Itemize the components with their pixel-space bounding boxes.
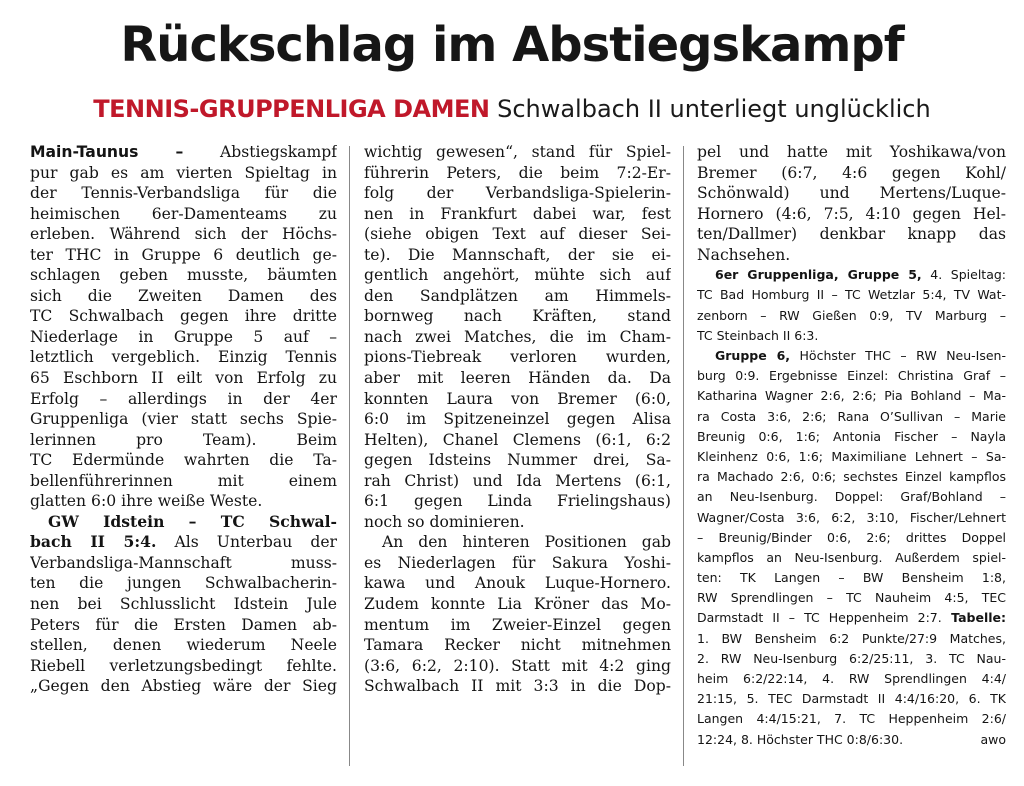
- text-line: Bremer (6:7, 4:6 gegen Kohl/: [697, 163, 1006, 182]
- results-line: heim 6:2/22:14, 4. RW Sprendlingen 4:4/: [697, 671, 1006, 687]
- text-line: führerin Peters, die beim 7:2-Er-: [364, 163, 671, 182]
- results-line: ra Costa 3:6, 2:6; Rana O’Sullivan – Marie: [697, 408, 1006, 424]
- results-line: RW Sprendlingen – TC Nauheim 4:5, TEC: [697, 590, 1006, 606]
- text-line: Hornero (4:6, 7:5, 4:10 gegen Hel-: [697, 204, 1006, 223]
- text-line: Peters für die Ersten Damen ab-: [30, 615, 337, 634]
- text-line: „Gegen den Abstieg wäre der Sieg: [30, 677, 337, 696]
- text-line: Gruppenliga (vier statt sechs Spie-: [30, 410, 337, 429]
- text-line: ter THC in Gruppe 6 deutlich ge-: [30, 245, 337, 264]
- text-line: glatten 6:0 ihre weiße Weste.: [30, 492, 263, 511]
- text-line: TC Edermünde wahrten die Ta-: [30, 451, 337, 470]
- text-line: der Tennis-Verbandsliga für die: [30, 184, 337, 203]
- text-line: lerinnen pro Team). Beim: [30, 430, 337, 449]
- results-line: ten: TK Langen – BW Bensheim 1:8,: [697, 570, 1006, 586]
- text-line: Schönwald) und Mertens/Luque-: [697, 184, 1006, 203]
- text-line: pions-Tiebreak verloren wurden,: [364, 348, 671, 367]
- text-line: Riebell verletzungsbedingt fehlte.: [30, 656, 337, 675]
- results-line: an Neu-Isenburg. Doppel: Graf/Bohland –: [697, 489, 1006, 505]
- results-line: Darmstadt II – TC Heppenheim 2:7. Tabelle:: [697, 610, 1006, 626]
- text-line: ten/Dallmer) denkbar knapp das: [697, 225, 1006, 244]
- text-line: gegen Idsteins Nummer drei, Sa-: [364, 451, 671, 470]
- text-line: bornweg nach Kräften, stand: [364, 307, 671, 326]
- text-line: letztlich vergeblich. Einzig Tennis: [30, 348, 337, 367]
- text-line: heimischen 6er-Damenteams zu: [30, 204, 337, 223]
- results-line: 21:15, 5. TEC Darmstadt II 4:4/16:20, 6. TK: [697, 691, 1006, 707]
- text-line: Nachsehen.: [697, 245, 791, 264]
- text-line: Main-Taunus – Abstiegskampf: [30, 143, 337, 161]
- kicker: TENNIS-GRUPPENLIGA DAMEN: [93, 95, 490, 123]
- text-line: folg der Verbandsliga-Spielerin-: [364, 184, 671, 203]
- results-line: TC Bad Homburg II – TC Wetzlar 5:4, TV Wat-: [697, 287, 1006, 303]
- text-line: ten die jungen Schwalbacherin-: [30, 574, 337, 593]
- results-line: 2. RW Neu-Isenburg 6:2/25:11, 3. TC Nau-: [697, 650, 1006, 666]
- author-signature: awo: [980, 731, 1006, 747]
- results-line: burg 0:9. Ergebnisse Einzel: Christina Graf –: [697, 368, 1006, 384]
- headline: Rückschlag im Abstiegskampf: [120, 17, 904, 73]
- text-line: stellen, denen wiederum Neele: [30, 636, 337, 655]
- text-line: rah Christ) und Ida Mertens (6:1,: [364, 471, 671, 490]
- text-line: es Niederlagen für Sakura Yoshi-: [364, 553, 671, 572]
- article-text-end: [697, 142, 1006, 265]
- subheadline: [0, 92, 1024, 126]
- text-line: wichtig gewesen“, stand für Spiel-: [364, 143, 671, 161]
- text-line: 6:1 gegen Linda Frielingshaus): [364, 492, 671, 511]
- text-line: nen bei Schlusslicht Idstein Jule: [30, 595, 337, 614]
- text-line: Verbandsliga-Mannschaft muss-: [30, 553, 337, 572]
- text-line: gentlich angehört, mühte sich auf: [364, 266, 671, 285]
- text-line: te). Die Mannschaft, der sie ei-: [364, 245, 671, 264]
- text-line: bellenführerinnen mit einem: [30, 471, 337, 490]
- article-column-1: [30, 142, 337, 697]
- column-divider: [683, 146, 684, 766]
- text-line: 65 Eschborn II eilt von Erfolg zu: [30, 369, 337, 388]
- text-line: pur gab es am vierten Spieltag in: [30, 163, 337, 182]
- table-heading: Tabelle:: [941, 610, 1006, 626]
- text-line: konnten Laura von Bremer (6:0,: [364, 389, 671, 408]
- text-line: Schwalbach II mit 3:3 in die Dop-: [364, 677, 671, 696]
- results-line: 1. BW Bensheim 6:2 Punkte/27:9 Matches,: [697, 630, 1006, 646]
- results-line: ra Machado 2:6, 0:6; sechstes Einzel kampflos: [697, 469, 1006, 485]
- dateline: Main-Taunus –: [30, 143, 184, 161]
- text-line: Helten), Chanel Clemens (6:1, 6:2: [364, 430, 671, 449]
- results-line: kampflos an Neu-Isenburg. Außerdem spiel-: [697, 549, 1006, 565]
- text-line: nach zwei Matches, die im Cham-: [364, 327, 671, 346]
- text-line: schlagen geben musste, bäumten: [30, 266, 337, 285]
- text-line: aber mit leeren Händen da. Da: [364, 369, 671, 388]
- results-line: Kleinhenz 0:6, 1:6; Maximiliane Lehnert – Sa-: [697, 448, 1006, 464]
- text-line: TC Schwalbach gegen ihre dritte: [30, 307, 337, 326]
- results-heading: Gruppe 6,: [715, 348, 791, 364]
- subtitle: Schwalbach II unterliegt unglücklich: [497, 95, 931, 123]
- text-line: pel und hatte mit Yoshikawa/von: [697, 143, 1006, 161]
- text-line: erleben. Während sich der Höchs-: [30, 225, 337, 244]
- results-line: Gruppe 6, Höchster THC – RW Neu-Isen-: [715, 348, 1006, 364]
- text-line: noch so dominieren.: [364, 512, 525, 531]
- text-line: den Sandplätzen am Himmels-: [364, 286, 671, 305]
- text-line: 6:0 im Spitzeneinzel gegen Alisa: [364, 410, 671, 429]
- results-line: Breunig 0:6, 1:6; Antonia Fischer – Nayla: [697, 428, 1006, 444]
- results-line: 6er Gruppenliga, Gruppe 5, 4. Spieltag:: [715, 267, 1006, 283]
- article-column-2: [364, 142, 671, 697]
- section-heading: GW Idstein – TC Schwal-: [48, 511, 337, 531]
- column-divider: [349, 146, 350, 766]
- text-line: (3:6, 6:2, 2:10). Statt mit 4:2 ging: [364, 656, 671, 675]
- text-line: bach II 5:4. Als Unterbau der: [30, 532, 337, 552]
- results-line: TC Steinbach II 6:3.: [697, 327, 819, 343]
- text-line: Zudem konnte Lia Kröner das Mo-: [364, 595, 671, 614]
- text-line: An den hinteren Positionen gab: [382, 533, 671, 552]
- text-line: Erfolg – allerdings in der 4er: [30, 389, 337, 408]
- text-line: kawa und Anouk Luque-Hornero.: [364, 574, 671, 593]
- text-line: sich die Zweiten Damen des: [30, 286, 337, 305]
- results-box: [697, 265, 1006, 750]
- text-line: nen in Frankfurt dabei war, fest: [364, 204, 671, 223]
- results-line: zenborn – RW Gießen 0:9, TV Marburg –: [697, 307, 1006, 323]
- article-column-3: [697, 142, 1006, 750]
- text-line: (siehe obigen Text auf dieser Sei-: [364, 225, 671, 244]
- results-line: Katharina Wagner 2:6, 2:6; Pia Bohland – Ma-: [697, 388, 1006, 404]
- results-line: Wagner/Costa 3:6, 6:2, 3:10, Fischer/Lehnert: [697, 509, 1006, 525]
- text-line: Tamara Recker nicht mitnehmen: [364, 636, 671, 655]
- results-line: 12:24, 8. Höchster THC 0:8/6:30. awo: [697, 730, 1006, 750]
- results-line: – Breunig/Binder 0:6, 2:6; drittes Doppel: [697, 529, 1006, 545]
- text-line: mentum im Zweier-Einzel gegen: [364, 615, 671, 634]
- results-heading: 6er Gruppenliga, Gruppe 5,: [715, 267, 922, 283]
- results-line: Langen 4:4/15:21, 7. TC Heppenheim 2:6/: [697, 711, 1006, 727]
- text-line: Niederlage in Gruppe 5 auf –: [30, 327, 337, 346]
- section-heading-cont: bach II 5:4.: [30, 532, 157, 552]
